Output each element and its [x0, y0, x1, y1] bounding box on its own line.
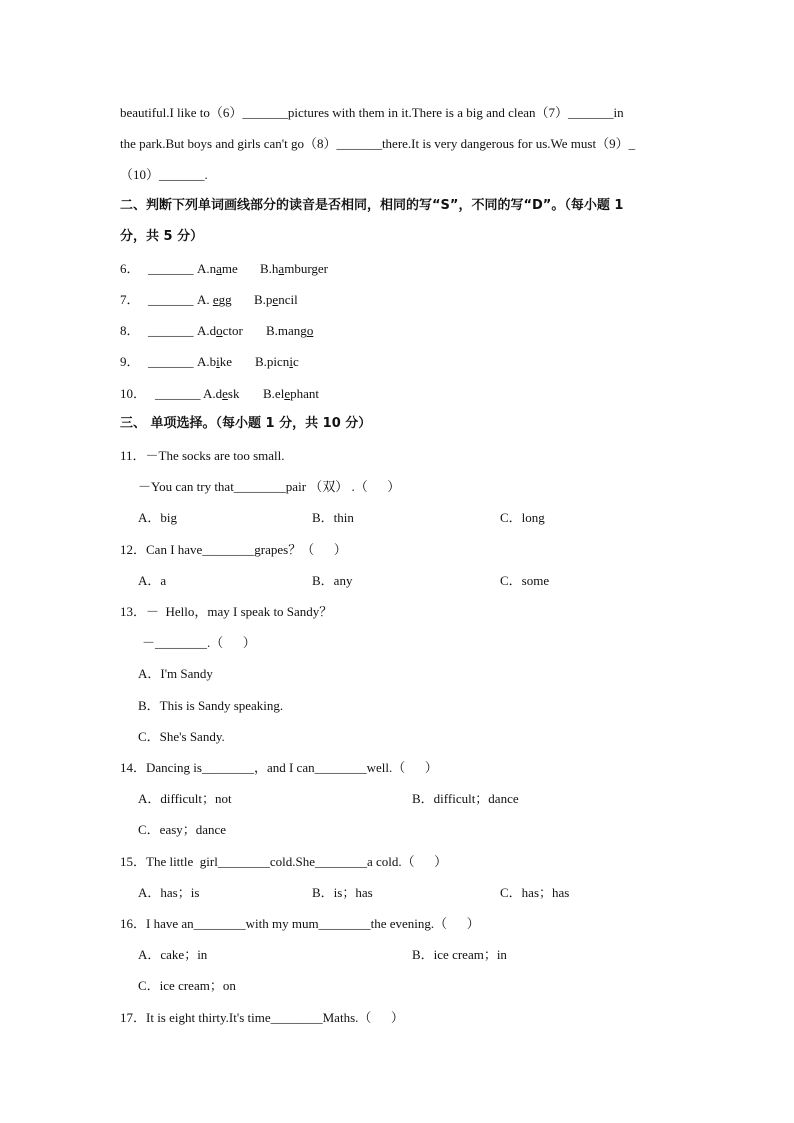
answer-blank: _______ — [148, 354, 194, 369]
item-number: 10． — [120, 386, 147, 401]
word-a: A.doctor — [197, 323, 243, 338]
question-12-stem: 12．Can I have________grapes？（ ） — [120, 542, 347, 557]
answer-blank: _______ — [148, 323, 194, 338]
question-14-option-a[interactable]: A．difficult；not — [138, 791, 232, 806]
passage-line-3: （10）_______. — [120, 167, 208, 182]
question-11-option-c[interactable]: C．long — [500, 510, 545, 525]
word-b: B.picnic — [255, 354, 299, 369]
question-13-option-a[interactable]: A．I'm Sandy — [138, 666, 213, 681]
question-15-option-a[interactable]: A．has；is — [138, 885, 200, 900]
word-a: A.name — [197, 261, 238, 276]
question-16-option-c[interactable]: C．ice cream；on — [138, 978, 236, 993]
passage-line-1: beautiful.I like to（6）_______pictures with them in it.There is a big and clean（7）_______in — [120, 105, 624, 120]
word-a: A. egg — [197, 292, 232, 307]
question-17-stem: 17．It is eight thirty.It's time________Maths.（ ） — [120, 1010, 404, 1025]
question-13-stem-2: －________.（ ） — [142, 635, 256, 650]
question-16-stem: 16．I have an________with my mum________the evening.（ ） — [120, 916, 480, 931]
question-15-option-b[interactable]: B．is；has — [312, 885, 373, 900]
question-14-option-c[interactable]: C．easy；dance — [138, 822, 227, 837]
question-11-stem-1: 11．－The socks are too small. — [120, 448, 285, 463]
question-13-option-c[interactable]: C．She's Sandy. — [138, 729, 225, 744]
question-13-option-b[interactable]: B．This is Sandy speaking. — [138, 698, 284, 713]
question-15-option-c[interactable]: C．has；has — [500, 885, 570, 900]
question-16-option-b[interactable]: B．ice cream；in — [412, 947, 507, 962]
passage-line-2: the park.But boys and girls can't go（8）_______there.It is very dangerous for us.We must（9）_ — [120, 136, 636, 151]
question-13-stem-1: 13．－ Hello，may I speak to Sandy？ — [120, 604, 333, 619]
item-number: 6． — [120, 261, 140, 276]
item-number: 9． — [120, 354, 140, 369]
question-12-option-a[interactable]: A．a — [138, 573, 167, 588]
section2-title-line2: 分，共 5 分） — [120, 229, 204, 244]
answer-blank: _______ — [148, 292, 194, 307]
word-b: B.hamburger — [260, 261, 329, 276]
question-11-option-a[interactable]: A．big — [138, 510, 178, 525]
item-number: 7． — [120, 292, 140, 307]
section3-title: 三、 单项选择。（每小题 1 分，共 10 分） — [120, 416, 372, 431]
word-a: A.bike — [197, 354, 233, 369]
word-b: B.elephant — [263, 386, 319, 401]
question-11-option-b[interactable]: B．thin — [312, 510, 354, 525]
question-12-option-c[interactable]: C．some — [500, 573, 550, 588]
question-11-stem-2: －You can try that________pair （双） .（ ） — [138, 479, 401, 494]
question-16-option-a[interactable]: A．cake；in — [138, 947, 208, 962]
answer-blank: _______ — [148, 261, 194, 276]
question-14-stem: 14．Dancing is________，and I can________well.（ ） — [120, 760, 438, 775]
word-b: B.mango — [266, 323, 314, 338]
word-b: B.pencil — [254, 292, 298, 307]
section2-title-line1: 二、判断下列单词画线部分的读音是否相同，相同的写“S”，不同的写“D”。（每小题 1 — [120, 198, 624, 213]
answer-blank: _______ — [155, 386, 201, 401]
word-a: A.desk — [203, 386, 240, 401]
question-14-option-b[interactable]: B．difficult；dance — [412, 791, 519, 806]
question-12-option-b[interactable]: B．any — [312, 573, 353, 588]
question-15-stem: 15．The little girl________cold.She________a cold.（ ） — [120, 854, 448, 869]
item-number: 8． — [120, 323, 140, 338]
